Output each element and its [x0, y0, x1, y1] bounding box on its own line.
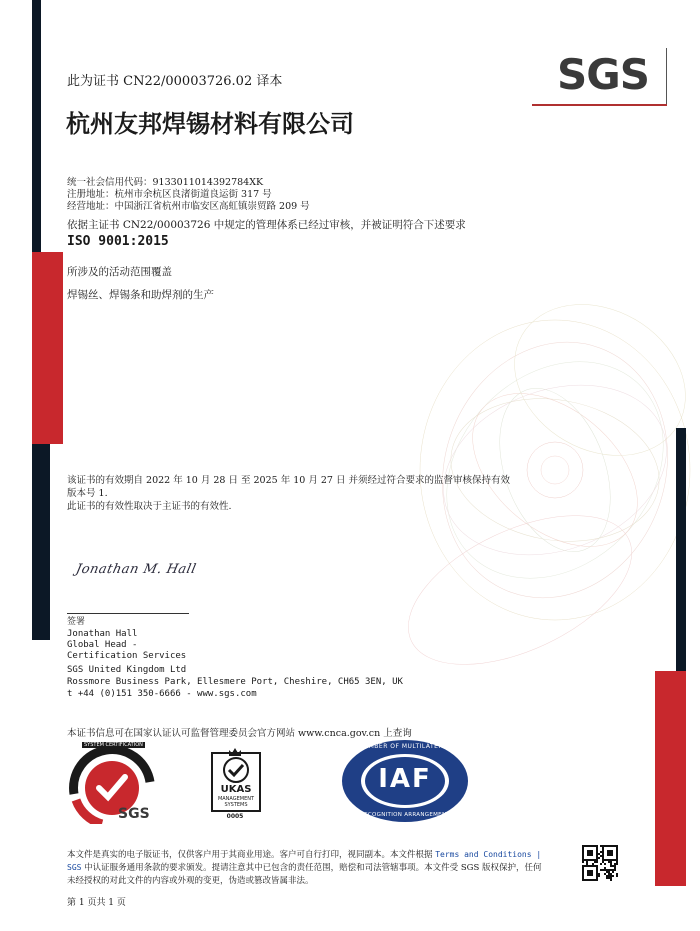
footer-line-2-text: 中认证服务通用条款的要求颁发。提请注意其中已包含的责任范围，赔偿和司法管辖事项。本文件受 SGS 版权保护，任何 [81, 863, 542, 873]
sgs-address: Rossmore Business Park, Ellesmere Port, Cheshire, CH65 3EN, UK [67, 677, 403, 687]
terms-link[interactable]: Terms and Conditions | [435, 850, 542, 859]
sgs-logo [532, 48, 667, 110]
validity-period: 该证书的有效期自 2022 年 10 月 28 日 至 2025 年 10 月 27 日 并须经过符合要求的监督审核保持有效 [67, 475, 510, 486]
signatory-title-2: Certification Services [67, 651, 187, 661]
ukas-line1: MANAGEMENT [217, 796, 255, 802]
signature-image: Jonathan M. Hall [74, 562, 198, 577]
ukas-tick-icon [213, 756, 259, 784]
ukas-number: 0005 [226, 813, 244, 820]
validity-dependency: 此证书的有效性取决于主证书的有效性. [67, 501, 232, 512]
iaf-bottom-text: RECOGNITION ARRANGEMENT [359, 812, 451, 818]
footer-line-1-text: 本文件是真实的电子版证书，仅供客户用于其商业用途。客户可自行打印，视同副本。本文件根据 [67, 850, 436, 860]
seal-brand-text: SGS [118, 806, 150, 822]
iaf-name: IAF [378, 764, 432, 794]
signatory-title-1: Global Head - [67, 640, 138, 650]
signatory-name: Jonathan Hall [67, 629, 138, 639]
ukas-crown-icon [228, 742, 242, 752]
seal-side-text: ISO 9001 [60, 802, 78, 834]
scope-text: 焊锡丝、焊锡条和助焊剂的生产 [67, 289, 214, 301]
qr-code[interactable] [582, 845, 618, 881]
page-number: 第 1 页共 1 页 [67, 898, 126, 908]
ukas-name: UKAS [220, 784, 252, 795]
ukas-line2: SYSTEMS [224, 802, 248, 808]
footer-sgs-link[interactable]: SGS [67, 863, 82, 872]
right-navy-bar [676, 428, 686, 671]
right-red-bar [655, 671, 686, 886]
ukas-logo [208, 742, 262, 822]
left-red-bar [32, 252, 63, 444]
company-name: 杭州友邦焊锡材料有限公司 [66, 110, 354, 138]
footer-line-3: 未经授权的对此文件的内容或外观的变更，伪造或篡改皆属非法。 [67, 876, 314, 886]
registered-address: 注册地址：杭州市余杭区良渚街道良运街 317 号 [67, 189, 272, 200]
left-navy-bar-lower [32, 444, 50, 640]
standard-name: ISO 9001:2015 [67, 234, 169, 249]
version-number: 版本号 1. [67, 488, 108, 499]
business-address: 经营地址：中国浙江省杭州市临安区高虹镇崇贸路 209 号 [67, 201, 310, 212]
iaf-top-text: MEMBER OF MULTILATERAL [358, 743, 452, 750]
signature-label: 签署 [67, 617, 86, 627]
left-navy-bar [32, 0, 41, 252]
cnca-note: 本证书信息可在国家认证认可监督管理委员会官方网站 www.cnca.gov.cn 上查询 [67, 728, 412, 739]
signature-line [67, 613, 189, 614]
footer-line-1 [67, 848, 541, 860]
sgs-contact: t +44 (0)151 350-6666 - www.sgs.com [67, 689, 257, 699]
sgs-system-certification-seal [60, 742, 158, 834]
sgs-logo-text: SGS [557, 50, 649, 99]
sgs-entity: SGS United Kingdom Ltd [67, 665, 187, 675]
footer-line-2 [67, 861, 542, 873]
seal-top-text: SYSTEM CERTIFICATION [84, 742, 143, 748]
credit-code: 统一社会信用代码：9133011014392784XK [67, 177, 264, 188]
scope-label: 所涉及的活动范围覆盖 [67, 266, 172, 278]
certification-basis: 依据主证书 CN22/00003726 中规定的管理体系已经过审核，并被证明符合下述要求 [67, 219, 466, 231]
certificate-reference: 此为证书 CN22/00003726.02 译本 [67, 74, 283, 89]
iaf-logo [340, 738, 470, 824]
